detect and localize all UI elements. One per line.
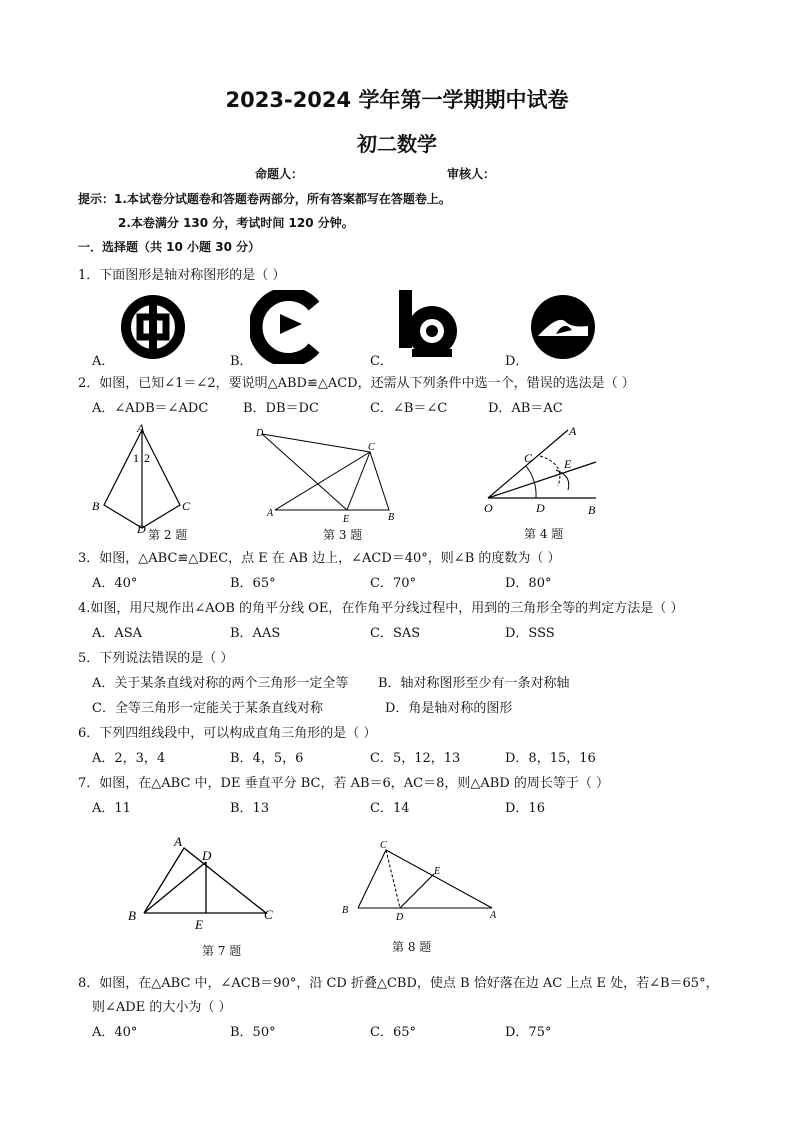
q3-option-b: B．65° [230, 576, 276, 591]
reviewer-label: 审核人： [447, 167, 496, 181]
q3-option-d: D．80° [505, 576, 552, 591]
fig2-label-c: C [182, 499, 191, 513]
fig7-label-a: A [174, 834, 182, 849]
figure-q8 [336, 836, 506, 931]
q5-option-d: D．角是轴对称的图形 [385, 701, 513, 716]
logo-bank-of-china-icon [118, 292, 188, 362]
fig8-label-a: A [490, 910, 497, 921]
q3-stem: 3．如图，△ABC≌△DEC，点 E 在 AB 边上，∠ACD＝40°，则∠B 的度数为（ ） [78, 551, 561, 566]
q6-option-c: C．5，12，13 [370, 751, 461, 766]
q6-option-a: A．2，3，4 [92, 751, 166, 766]
fig4-label-b: B [588, 503, 596, 517]
fig8-label-d: D [396, 912, 404, 923]
q2-option-b: B．DB＝DC [243, 401, 319, 416]
q7-option-a: A．11 [92, 801, 131, 816]
q2-option-a: A．∠ADB＝∠ADC [92, 401, 209, 416]
q2-stem: 2．如图，已知∠1＝∠2，要说明△ABD≌△ACD，还需从下列条件中选一个，错误的选法是（ ） [78, 376, 635, 391]
tip-2: 2.本卷满分 130 分，考试时间 120 分钟。 [118, 216, 354, 230]
figure-q3 [252, 422, 402, 527]
fig2-label-a: A [137, 421, 145, 435]
fig7-label-b: B [128, 908, 136, 923]
q4-option-d: D．SSS [505, 626, 555, 641]
fig3-label-d: D [256, 428, 264, 439]
q7-option-c: C．14 [370, 801, 410, 816]
q7-option-d: D．16 [505, 801, 545, 816]
q1-stem: 1．下面图形是轴对称图形的是（ ） [78, 268, 286, 283]
proposer-label: 命题人： [255, 167, 304, 181]
fig2-label-2: 2 [144, 451, 150, 465]
caption-q7: 第 7 题 [202, 944, 242, 958]
fig4-label-a: A [569, 424, 577, 438]
q8-stem-2: 则∠ADE 的大小为（ ） [92, 1000, 232, 1015]
fig8-label-c: C [380, 840, 387, 851]
q5-option-a: A．关于某条直线对称的两个三角形一定全等 [92, 676, 349, 691]
q3-option-a: A．40° [92, 576, 138, 591]
fig2-label-b: B [92, 499, 100, 513]
logo-transport-bank-icon [394, 287, 466, 361]
fig4-label-o: O [484, 501, 493, 515]
q3-option-c: C．70° [370, 576, 416, 591]
page-subtitle: 初二数学 [357, 132, 437, 156]
q6-option-d: D．8，15，16 [505, 751, 596, 766]
q8-option-c: C．65° [370, 1025, 416, 1040]
q1-option-b: B． [230, 354, 253, 369]
figure-q7 [124, 832, 284, 932]
fig2-label-1: 1 [133, 451, 139, 465]
fig3-label-c: C [368, 442, 375, 453]
q5-option-b: B．轴对称图形至少有一条对称轴 [378, 676, 570, 691]
page-title: 2023-2024 学年第一学期期中试卷 [225, 88, 569, 112]
fig7-label-c: C [264, 907, 273, 922]
section-heading: 一．选择题（共 10 小题 30 分） [78, 240, 261, 254]
q7-stem: 7．如图，在△ABC 中，DE 垂直平分 BC，若 AB＝6，AC＝8，则△ABD 的周长等于（ ） [78, 776, 610, 791]
fig4-label-c: C [524, 451, 533, 465]
fig4-label-d: D [536, 501, 545, 515]
q2-option-c: C．∠B＝∠C [370, 401, 448, 416]
caption-q4: 第 4 题 [524, 527, 564, 541]
q1-option-d: D． [505, 354, 529, 369]
fig7-label-d: D [202, 848, 212, 863]
logo-construction-bank-icon [250, 290, 324, 364]
tip-1: 提示：1.本试卷分试题卷和答题卷两部分，所有答案都写在答题卷上。 [78, 192, 451, 206]
figure-q4 [478, 420, 608, 520]
fig3-label-e: E [343, 514, 350, 525]
q5-stem: 5．下列说法错误的是（ ） [78, 651, 234, 666]
q7-option-b: B．13 [230, 801, 270, 816]
q4-option-a: A．ASA [92, 626, 143, 641]
q2-option-d: D．AB＝AC [488, 401, 563, 416]
q1-option-a: A． [92, 354, 115, 369]
q4-stem: 4.如图，用尺规作出∠AOB 的角平分线 OE，在作角平分线过程中，用到的三角形全等的判定方法是（ ） [78, 601, 684, 616]
fig4-label-e: E [564, 457, 572, 471]
fig8-label-e: E [434, 866, 441, 877]
q8-option-a: A．40° [92, 1025, 138, 1040]
fig3-label-b: B [388, 512, 395, 523]
caption-q2: 第 2 题 [148, 528, 188, 542]
q4-option-b: B．AAS [230, 626, 281, 641]
caption-q3: 第 3 题 [323, 528, 363, 542]
logo-agricultural-bank-icon [528, 292, 598, 362]
fig3-label-a: A [267, 508, 274, 519]
q5-option-c: C．全等三角形一定能关于某条直线对称 [92, 701, 323, 716]
figure-q2 [88, 420, 198, 535]
q8-stem: 8．如图，在△ABC 中，∠ACB＝90°，沿 CD 折叠△CBD，使点 B 恰好落在边 AC 上点 E 处，若∠B＝65°， [78, 976, 719, 991]
fig7-label-e: E [195, 917, 203, 932]
q6-option-b: B．4，5，6 [230, 751, 304, 766]
fig8-label-b: B [342, 905, 349, 916]
q4-option-c: C．SAS [370, 626, 421, 641]
fig2-label-d: D [137, 522, 146, 535]
caption-q8: 第 8 题 [392, 940, 432, 954]
q8-option-d: D．75° [505, 1025, 552, 1040]
q6-stem: 6．下列四组线段中，可以构成直角三角形的是（ ） [78, 726, 377, 741]
q1-option-c: C． [370, 354, 393, 369]
q8-option-b: B．50° [230, 1025, 276, 1040]
